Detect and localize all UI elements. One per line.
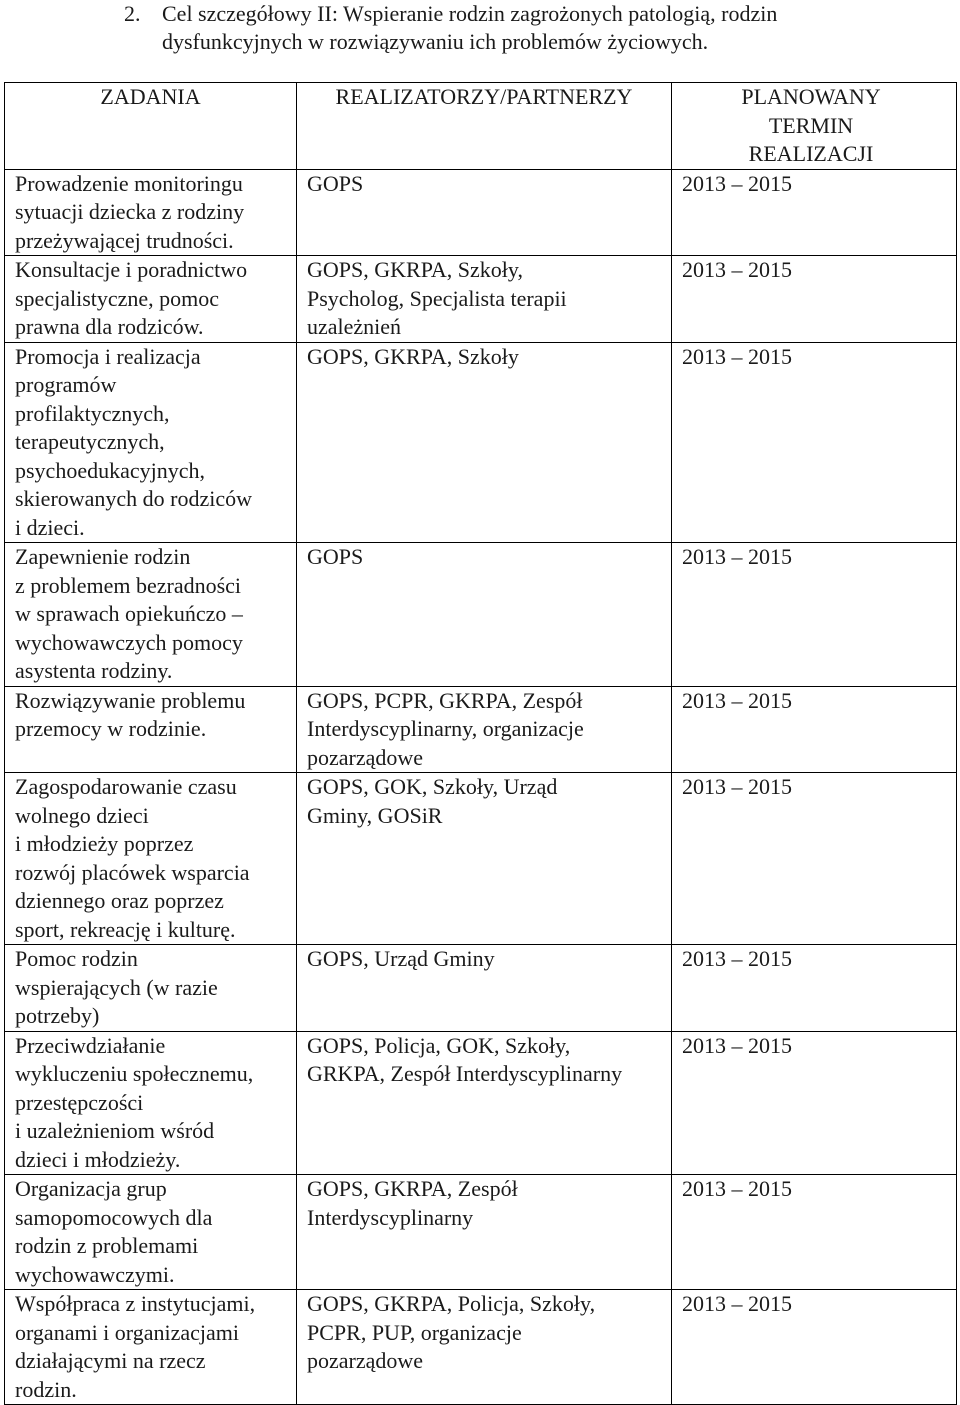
- task-cell-text: Zapewnienie rodzin z problemem bezradności w sprawach opiekuńczo – wychowawczych pomocy asystenta rodziny.: [15, 544, 243, 683]
- task-cell: [5, 773, 297, 945]
- task-cell-text: Pomoc rodzin wspierających (w razie potrzeby): [15, 946, 218, 1028]
- task-cell: [5, 945, 297, 1032]
- partners-cell-text: GOPS: [307, 170, 364, 196]
- term-cell-text: 2013 – 2015: [682, 544, 792, 569]
- task-cell-text: Zagospodarowanie czasu wolnego dzieci i młodzieży poprzez rozwój placówek wsparcia dziennego oraz poprzez sport, rekreację i kulturę.: [15, 774, 250, 942]
- table-row: [5, 342, 957, 543]
- heading-line-2: dysfunkcyjnych w rozwiązywaniu ich problemów życiowych.: [162, 29, 709, 54]
- header-tasks: ZADANIA: [5, 83, 297, 170]
- term-cell: [672, 773, 957, 945]
- partners-cell: [297, 256, 672, 343]
- partners-cell: [297, 773, 672, 945]
- table-row: [5, 169, 957, 256]
- table-row: [5, 543, 957, 687]
- task-cell-text: Promocja i realizacja programów profilaktycznych, terapeutycznych, psychoedukacyjnych, skierowanych do rodziców i dzieci.: [15, 343, 253, 540]
- partners-cell-text: GOPS, GKRPA, Szkoły: [307, 343, 519, 369]
- partners-cell-text: GOPS, GOK, Szkoły, Urząd Gminy, GOSiR: [307, 774, 558, 828]
- header-term: [672, 83, 957, 170]
- table-row: [5, 686, 957, 773]
- term-cell-text: 2013 – 2015: [682, 1032, 792, 1058]
- partners-cell-text: GOPS, PCPR, GKRPA, Zespół Interdyscyplinarny, organizacje pozarządowe: [307, 687, 584, 770]
- term-cell: [672, 945, 957, 1032]
- partners-cell: [297, 686, 672, 773]
- task-cell: [5, 256, 297, 343]
- heading-number: 2.: [124, 1, 141, 26]
- partners-cell: [297, 169, 672, 256]
- partners-cell-text: GOPS, GKRPA, Zespół Interdyscyplinarny: [307, 1176, 518, 1230]
- term-cell-text: 2013 – 2015: [682, 257, 792, 282]
- partners-cell-text: GOPS: [307, 544, 364, 569]
- task-cell: [5, 169, 297, 256]
- header-partners: REALIZATORZY/PARTNERZY: [297, 83, 672, 170]
- task-cell: [5, 342, 297, 543]
- term-cell-text: 2013 – 2015: [682, 170, 792, 196]
- partners-cell-text: GOPS, GKRPA, Policja, Szkoły, PCPR, PUP, organizacje pozarządowe: [307, 1291, 596, 1373]
- partners-cell-text: GOPS, Urząd Gminy: [307, 946, 495, 971]
- term-cell: [672, 686, 957, 773]
- task-cell: [5, 1290, 297, 1405]
- table-row: [5, 1290, 957, 1405]
- term-cell: [672, 256, 957, 343]
- term-cell: [672, 1290, 957, 1405]
- table-row: [5, 1175, 957, 1290]
- term-cell-text: 2013 – 2015: [682, 343, 792, 369]
- partners-cell-text: GOPS, Policja, GOK, Szkoły, GRKPA, Zespół Interdyscyplinarny: [307, 1032, 623, 1086]
- section-heading: [124, 0, 946, 56]
- task-cell-text: Współpraca z instytucjami, organami i organizacjami działającymi na rzecz rodzin.: [15, 1291, 256, 1402]
- table-row: [5, 945, 957, 1032]
- partners-cell-text: GOPS, GKRPA, Szkoły, Psycholog, Specjalista terapii uzależnień: [307, 257, 567, 339]
- task-cell-text: Konsultacje i poradnictwo specjalistyczne, pomoc prawna dla rodziców.: [15, 257, 248, 339]
- term-cell: [672, 169, 957, 256]
- task-cell: [5, 1031, 297, 1175]
- term-cell: [672, 1031, 957, 1175]
- term-cell-text: 2013 – 2015: [682, 687, 792, 713]
- task-cell-text: Prowadzenie monitoringu sytuacji dziecka z rodziny przeżywającej trudności.: [15, 170, 245, 253]
- term-cell-text: 2013 – 2015: [682, 1176, 792, 1201]
- partners-cell: [297, 945, 672, 1032]
- partners-cell: [297, 1175, 672, 1290]
- task-cell: [5, 1175, 297, 1290]
- task-cell: [5, 686, 297, 773]
- partners-cell: [297, 1290, 672, 1405]
- partners-cell: [297, 342, 672, 543]
- tasks-table: [4, 82, 957, 1405]
- table-row: [5, 256, 957, 343]
- term-cell-text: 2013 – 2015: [682, 774, 792, 799]
- term-cell-text: 2013 – 2015: [682, 1291, 792, 1316]
- task-cell-text: Przeciwdziałanie wykluczeniu społecznemu, przestępczości i uzależnieniom wśród dzieci i młodzieży.: [15, 1032, 254, 1172]
- header-term-text: PLANOWANY TERMIN REALIZACJI: [741, 84, 881, 166]
- task-cell: [5, 543, 297, 687]
- task-cell-text: Rozwiązywanie problemu przemocy w rodzinie.: [15, 687, 246, 741]
- term-cell: [672, 543, 957, 687]
- heading-line-1: Cel szczegółowy II: Wspieranie rodzin zagrożonych patologią, rodzin: [162, 1, 778, 26]
- term-cell: [672, 342, 957, 543]
- table-row: [5, 773, 957, 945]
- partners-cell: [297, 543, 672, 687]
- term-cell: [672, 1175, 957, 1290]
- partners-cell: [297, 1031, 672, 1175]
- task-cell-text: Organizacja grup samopomocowych dla rodzin z problemami wychowawczymi.: [15, 1176, 213, 1287]
- term-cell-text: 2013 – 2015: [682, 946, 792, 971]
- table-header-row: [5, 83, 957, 170]
- table-row: [5, 1031, 957, 1175]
